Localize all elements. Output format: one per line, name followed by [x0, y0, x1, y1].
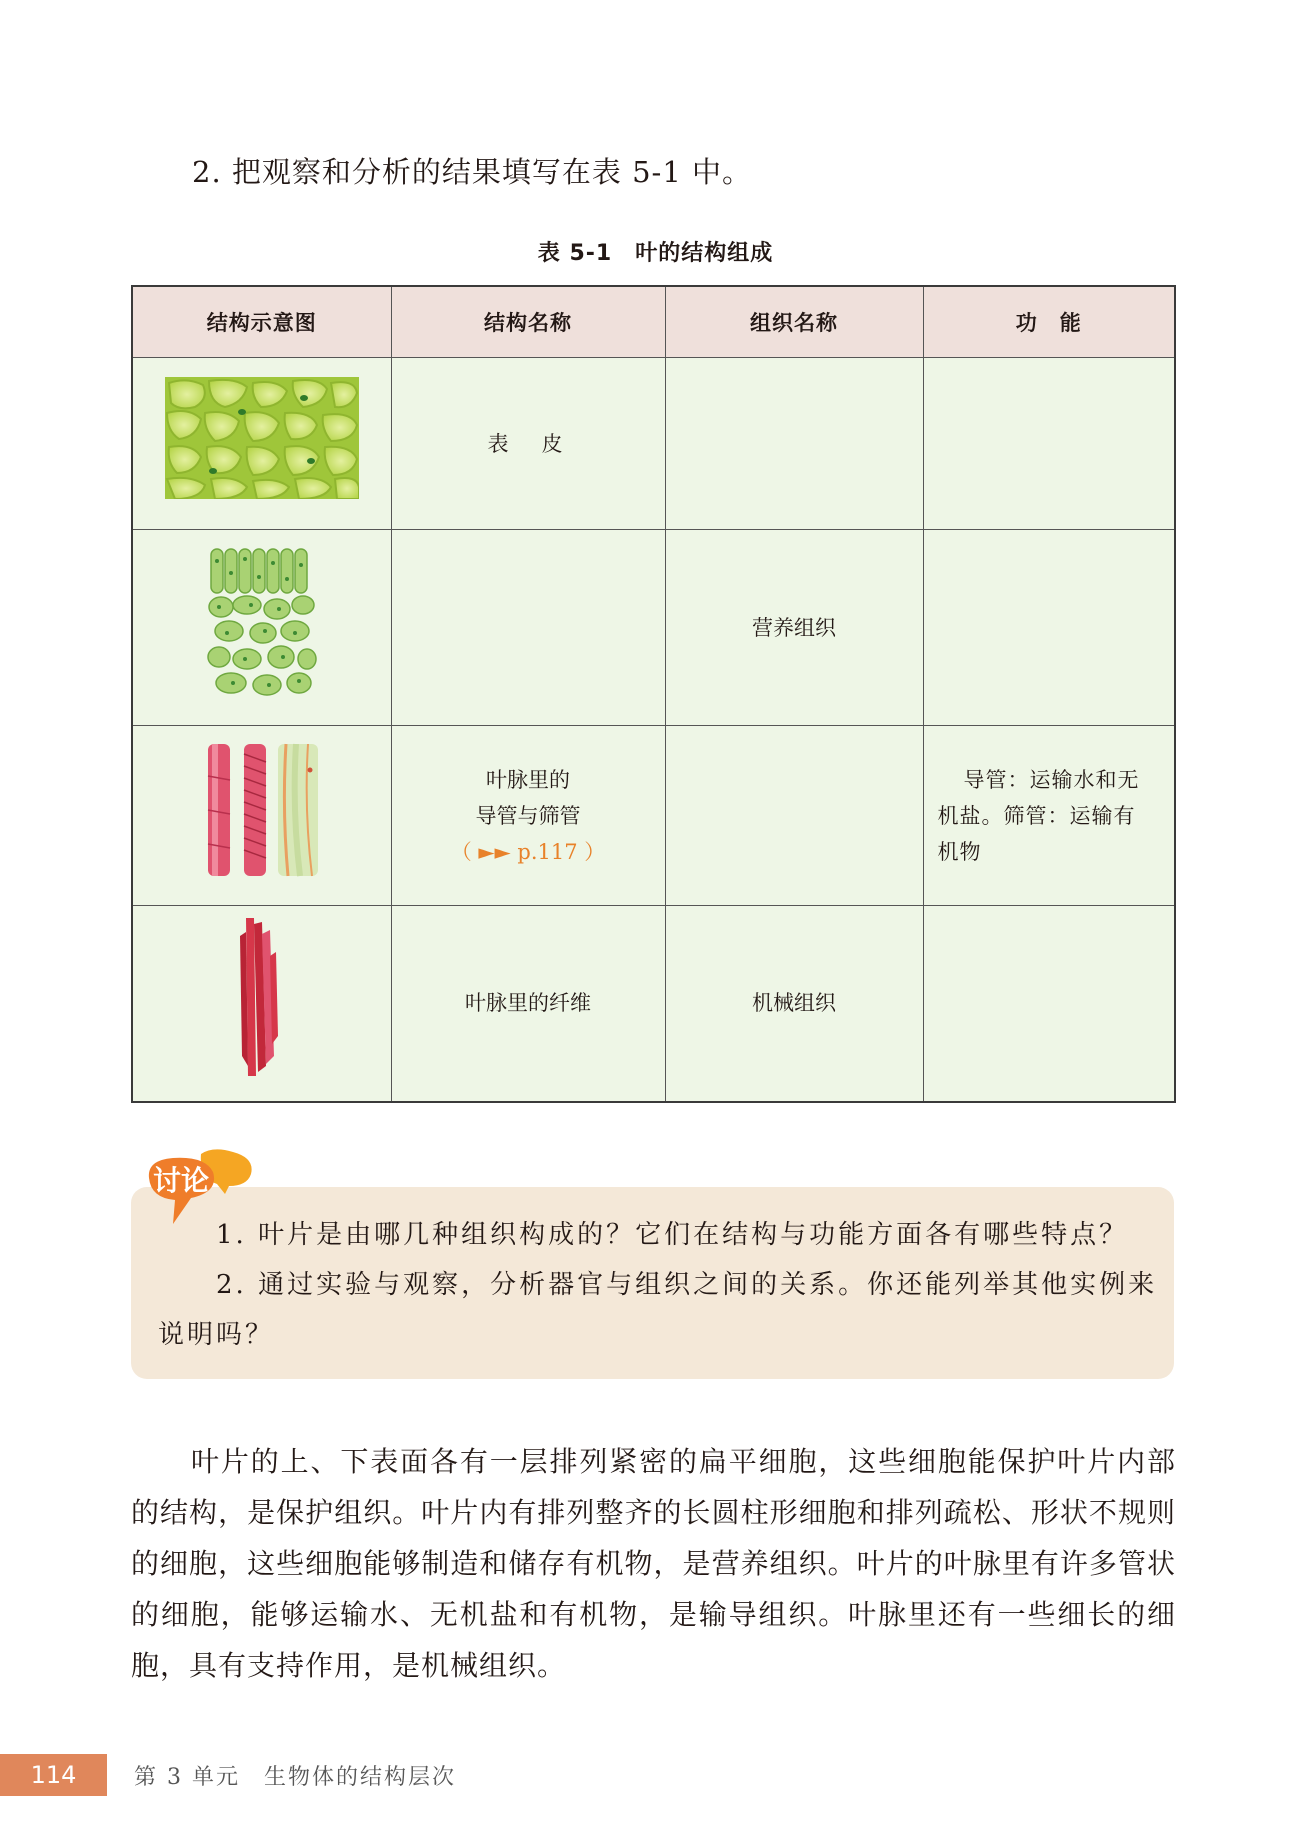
structure-name-cell	[391, 726, 665, 906]
header-diagram: 结构示意图	[132, 286, 391, 358]
header-tissue-name: 组织名称	[665, 286, 923, 358]
body-paragraph: 叶片的上、下表面各有一层排列紧密的扁平细胞，这些细胞能保护叶片内部的结构，是保护组织。叶片内有排列整齐的长圆柱形细胞和排列疏松、形状不规则的细胞，这些细胞能够制造和储存有机物，是营养组织。叶片的叶脉里有许多管状的细胞，能够运输水、无机盐和有机物，是输导组织。叶脉里还有一些细长的细胞，具有支持作用，是机械组织。	[131, 1445, 1176, 1682]
table-row	[132, 726, 1175, 906]
diagram-vessels	[132, 726, 391, 906]
function-cell	[923, 726, 1175, 906]
discussion-questions	[158, 1210, 1158, 1360]
vessels-sieve-tubes-image	[200, 740, 324, 880]
structure-name-cell: 叶脉里的纤维	[391, 906, 665, 1102]
epidermis-cells-image	[165, 377, 359, 499]
leaf-structure-table	[131, 285, 1176, 1103]
function-cell	[923, 358, 1175, 530]
function-cell	[923, 530, 1175, 726]
function-line-2: 机盐。筛管：运输有	[937, 803, 1136, 828]
diagram-mesophyll	[132, 530, 391, 726]
discussion-question-2: 2. 通过实验与观察，分析器官与组织之间的关系。你还能列举其他实例来说明吗？	[158, 1270, 1158, 1350]
fibers-image	[232, 916, 292, 1080]
structure-name-cell: 表 皮	[391, 358, 665, 530]
discussion-question-1: 1. 叶片是由哪几种组织构成的？它们在结构与功能方面各有哪些特点？	[216, 1220, 1129, 1250]
function-cell	[923, 906, 1175, 1102]
tissue-name-cell	[665, 358, 923, 530]
discussion-badge-label: 讨论	[153, 1164, 210, 1197]
body-text	[131, 1436, 1176, 1691]
table-row	[132, 906, 1175, 1102]
diagram-epidermis	[132, 358, 391, 530]
table-caption: 表 5-1 叶的结构组成	[537, 241, 774, 266]
tissue-name-cell	[665, 726, 923, 906]
chapter-title: 第 3 单元 生物体的结构层次	[134, 1765, 456, 1790]
structure-name-cell	[391, 530, 665, 726]
tissue-name-cell: 机械组织	[665, 906, 923, 1102]
header-structure-name: 结构名称	[391, 286, 665, 358]
function-line-3: 机物	[937, 839, 982, 864]
structure-line-1: 叶脉里的	[486, 767, 570, 792]
table-row	[132, 530, 1175, 726]
instruction-text: 2. 把观察和分析的结果填写在表 5-1 中。	[192, 155, 753, 189]
function-line-1: 导管：运输水和无	[963, 767, 1140, 792]
diagram-fibers	[132, 906, 391, 1102]
tissue-name-cell: 营养组织	[665, 530, 923, 726]
table-row	[132, 358, 1175, 530]
table-header-row	[132, 286, 1175, 358]
page-number: 114	[0, 1754, 107, 1796]
header-function: 功 能	[923, 286, 1175, 358]
structure-line-2: 导管与筛管	[475, 803, 581, 828]
page-reference-link[interactable]: （ ►► p.117 ）	[450, 839, 606, 864]
mesophyll-cells-image	[207, 547, 317, 697]
